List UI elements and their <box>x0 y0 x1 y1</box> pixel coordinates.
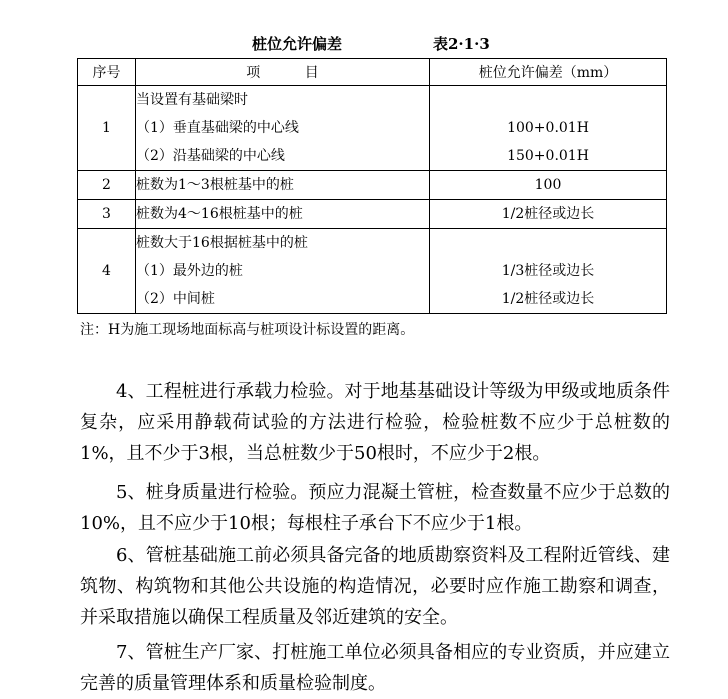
header-index: 序号 <box>78 59 136 86</box>
table-note: 注：H为施工现场地面标高与桩项设计标设置的距离。 <box>80 322 415 338</box>
row-tolerance <box>430 200 667 229</box>
row-item <box>136 229 430 314</box>
row-item <box>136 86 430 171</box>
item-line: （2）中间桩 <box>136 291 215 307</box>
header-item: 项 目 <box>136 59 430 86</box>
tolerance-line: 1/2桩径或边长 <box>501 206 595 222</box>
item-line: 桩数大于16根据桩基中的桩 <box>136 235 308 251</box>
row-tolerance <box>430 86 667 171</box>
table-header-row <box>78 59 667 86</box>
tolerance-line: 100+0.01H <box>507 120 589 136</box>
table-row <box>78 200 667 229</box>
tolerance-line: 100 <box>534 177 562 193</box>
row-index: 1 <box>78 86 136 171</box>
table-row <box>78 171 667 200</box>
row-index: 3 <box>78 200 136 229</box>
table-number: 表2·1·3 <box>433 35 490 53</box>
tolerance-line: 1/2桩径或边长 <box>501 291 595 307</box>
table-row <box>78 86 667 171</box>
item-line: （1）垂直基础梁的中心线 <box>136 120 299 136</box>
item-line: （2）沿基础梁的中心线 <box>136 148 285 164</box>
tolerance-line <box>430 229 666 257</box>
tolerance-line: 150+0.01H <box>507 148 589 164</box>
table-row <box>78 229 667 314</box>
row-index: 4 <box>78 229 136 314</box>
row-item <box>136 200 430 229</box>
paragraph-4: 4、工程桩进行承载力检验。对于地基基础设计等级为甲级或地质条件复杂，应采用静载荷试验的方法进行检验，检验桩数不应少于总桩数的1%，且不少于3根，当总桩数少于50根时，不应少于2根。 <box>80 381 670 464</box>
row-tolerance <box>430 171 667 200</box>
tolerance-line: 1/3桩径或边长 <box>501 263 595 279</box>
pile-tolerance-table <box>77 58 667 314</box>
table-caption <box>0 33 728 53</box>
table-title: 桩位允许偏差 <box>252 35 343 53</box>
item-line: 桩数为1～3根桩基中的桩 <box>136 177 294 193</box>
tolerance-line <box>430 86 666 114</box>
paragraph-6: 6、管桩基础施工前必须具备完备的地质勘察资料及工程附近管线、建筑物、构筑物和其他公共设施的构造情况，必要时应作施工勘察和调查，并采取措施以确保工程质量及邻近建筑的安全。 <box>80 545 670 628</box>
item-line: 桩数为4～16根桩基中的桩 <box>136 206 303 222</box>
paragraph-5: 5、桩身质量进行检验。预应力混凝土管桩，检查数量不应少于总数的10%，且不应少于10根；每根柱子承台下不应少于1根。 <box>80 482 670 534</box>
item-line: 当设置有基础梁时 <box>136 92 248 108</box>
row-item <box>136 171 430 200</box>
row-index: 2 <box>78 171 136 200</box>
item-line: （1）最外边的桩 <box>136 263 243 279</box>
paragraph-7: 7、管桩生产厂家、打桩施工单位必须具备相应的专业资质，并应建立完善的质量管理体系和质量检验制度。 <box>80 642 670 694</box>
header-tolerance: 桩位允许偏差（mm） <box>430 59 667 86</box>
row-tolerance <box>430 229 667 314</box>
